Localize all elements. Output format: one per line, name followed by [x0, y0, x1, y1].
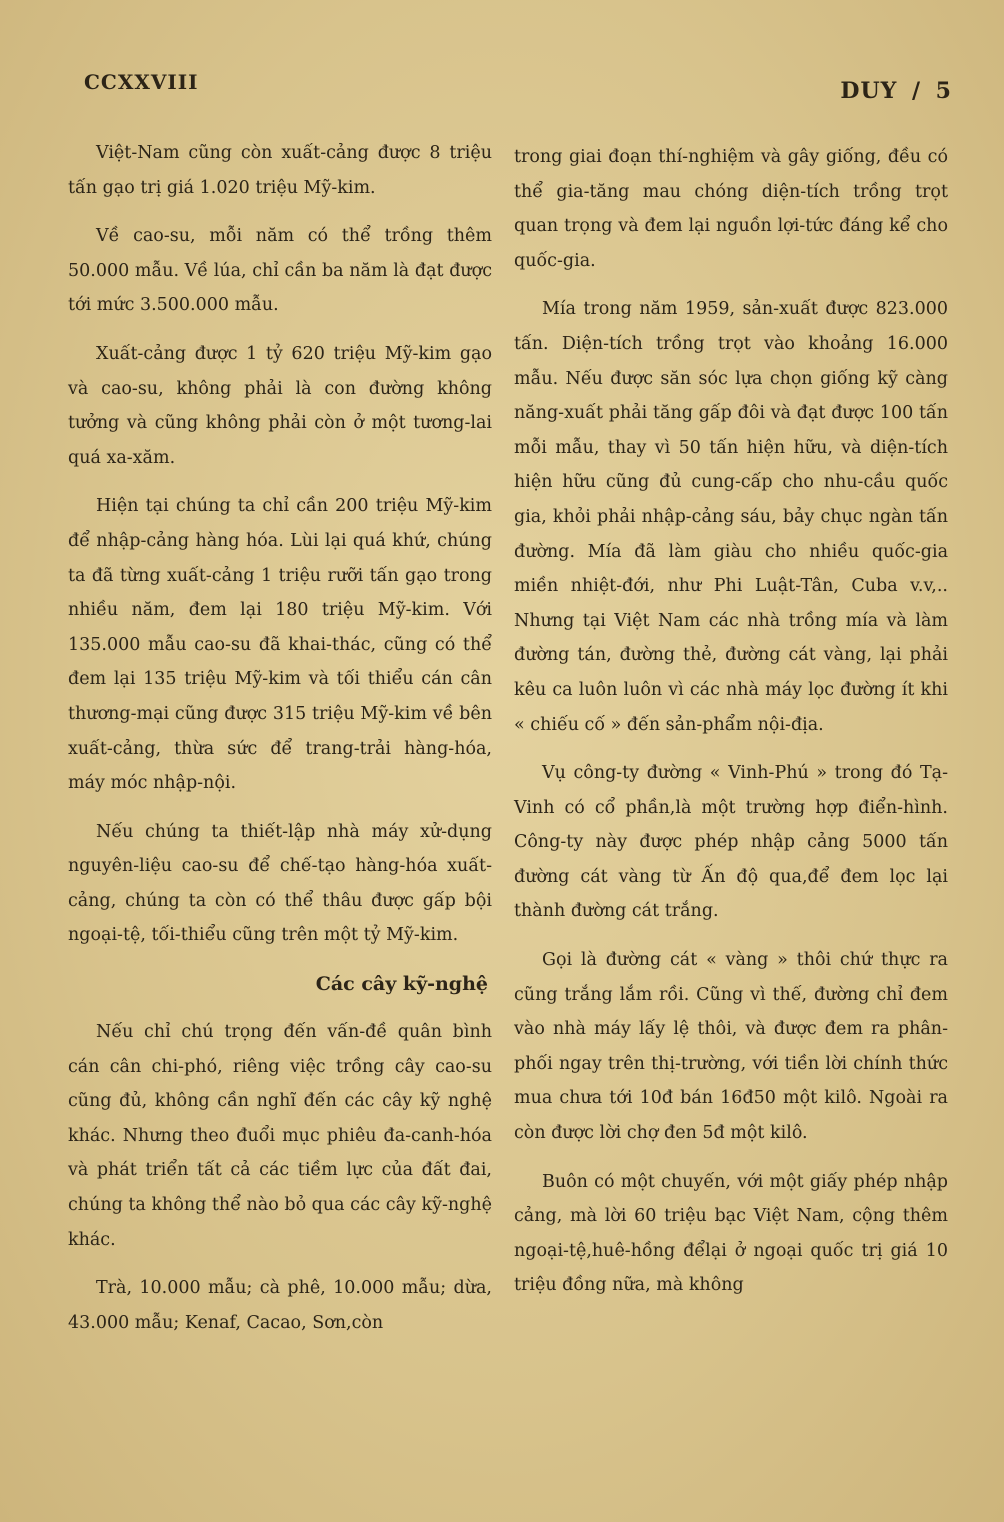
- paragraph: Mía trong năm 1959, sản-xuất được 823.000 tấn. Diện-tích trồng trọt vào khoảng 16.000 mẫu. Nếu được săn sóc lựa chọn giống kỹ càng năng-xuất phải tăng gấp đôi và đạt được 100 tấn mỗi mẫu, thay vì 50 tấn hiện hữu, và diện-tích hiện hữu cũng đủ cung-cấp cho nhu-cầu quốc gia, khỏi phải nhập-cảng sáu, bảy chục ngàn tấn đường. Mía đã làm giàu cho nhiều quốc-gia miền nhiệt-đới, như Phi Luật-Tân, Cuba v.v,.. Nhưng tại Việt Nam các nhà trồng mía và làm đường tán, đường thẻ, đường cát vàng, lại phải kêu ca luôn luôn vì các nhà máy lọc đường ít khi « chiếu cố » đến sản-phẩm nội-địa.: [514, 299, 948, 735]
- left-column: [68, 136, 492, 1354]
- section-heading: Các cây kỹ-nghệ: [315, 973, 488, 996]
- paragraph: Nếu chúng ta thiết-lập nhà máy xử-dụng nguyên-liệu cao-su để chế-tạo hàng-hóa xuất-cảng, chúng ta còn có thể thâu được gấp bội ngoại-tệ, tối-thiểu cũng trên một tỷ Mỹ-kim.: [68, 821, 492, 946]
- paragraph: Xuất-cảng được 1 tỷ 620 triệu Mỹ-kim gạo và cao-su, không phải là con đường không tưởng và cũng không phải còn ở một tương-lai quá xa-xăm.: [68, 343, 492, 468]
- running-title-page-number: DUY / 5: [840, 78, 952, 104]
- paragraph: trong giai đoạn thí-nghiệm và gây giống, đều có thể gia-tăng mau chóng diện-tích trồng trọt quan trọng và đem lại nguồn lợi-tức đáng kể cho quốc-gia.: [514, 147, 948, 271]
- paragraph: Trà, 10.000 mẫu; cà phê, 10.000 mẫu; dừa, 43.000 mẫu; Kenaf, Cacao, Sơn,còn: [68, 1278, 492, 1333]
- paragraph: Vụ công-ty đường « Vinh-Phú » trong đó Tạ-Vinh có cổ phần,là một trường hợp điển-hình. Công-ty này được phép nhập cảng 5000 tấn đường cát vàng từ Ấn độ qua,để đem lọc lại thành đường cát trắng.: [514, 763, 948, 922]
- paragraph: Nếu chỉ chú trọng đến vấn-đề quân bình cán cân chi-phó, riêng việc trồng cây cao-su cũng đủ, không cần nghĩ đến các cây kỹ nghệ khác. Nhưng theo đuổi mục phiêu đa-canh-hóa và phát triển tất cả các tiềm lực của đất đai, chúng ta không thể nào bỏ qua các cây kỹ-nghệ khác.: [68, 1022, 492, 1250]
- paragraph: Buôn có một chuyến, với một giấy phép nhập cảng, mà lời 60 triệu bạc Việt Nam, cộng thêm ngoại-tệ,huê-hồng đểlại ở ngoại quốc trị giá 10 triệu đồng nữa, mà không: [514, 1171, 948, 1296]
- paragraph: Hiện tại chúng ta chỉ cần 200 triệu Mỹ-kim để nhập-cảng hàng hóa. Lùi lại quá khứ, chúng ta đã từng xuất-cảng 1 triệu rưỡi tấn gạo trong nhiều năm, đem lại 180 triệu Mỹ-kim. Với 135.000 mẫu cao-su đã khai-thác, cũng có thể đem lại 135 triệu Mỹ-kim và tối thiểu cán cân thương-mại cũng được 315 triệu Mỹ-kim về bên xuất-cảng, thừa sức để trang-trải hàng-hóa, máy móc nhập-nội.: [68, 496, 492, 794]
- paragraph: Về cao-su, mỗi năm có thể trồng thêm 50.000 mẫu. Về lúa, chỉ cần ba năm là đạt được tới mức 3.500.000 mẫu.: [68, 226, 492, 316]
- paragraph: Gọi là đường cát « vàng » thôi chứ thực ra cũng trắng lắm rồi. Cũng vì thế, đường chỉ đem vào nhà máy lấy lệ thôi, và được đem ra phân-phối ngay trên thị-trường, với tiền lời chính thức mua chưa tới 10đ bán 16đ50 một kilô. Ngoài ra còn được lời chợ đen 5đ một kilô.: [514, 950, 948, 1144]
- issue-number: CCXXVIII: [84, 70, 199, 94]
- paragraph: Việt-Nam cũng còn xuất-cảng được 8 triệu tấn gạo trị giá 1.020 triệu Mỹ-kim.: [68, 143, 492, 198]
- right-column: [514, 140, 948, 1317]
